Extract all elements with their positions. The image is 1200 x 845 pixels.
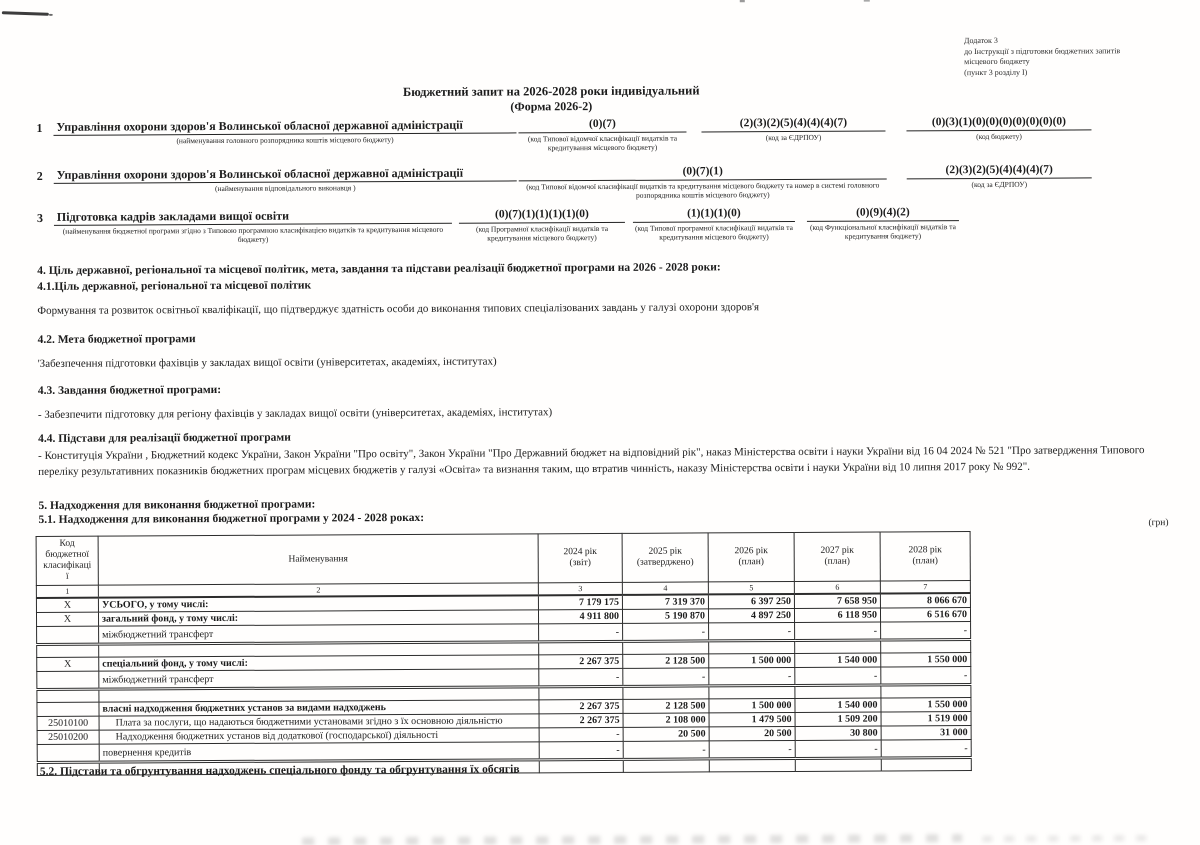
cell-value: - — [795, 740, 881, 758]
cell-name: загальний фонд, у тому числі: — [98, 610, 538, 626]
section-4-1-heading: 4.1.Ціль державної, регіональної та місцевої політик — [37, 279, 312, 293]
cell-value: 2 267 375 — [539, 699, 623, 713]
form-title: Бюджетний запит на 2026-2028 роки індивідуальний — [402, 83, 700, 100]
scan-smudge-artifact — [302, 834, 962, 845]
form-title-block — [251, 83, 851, 115]
cell-code: X — [36, 598, 98, 613]
code-field — [807, 206, 959, 241]
cell-code — [37, 671, 99, 689]
code-field — [518, 118, 686, 153]
section-4-1-body: Формування та розвиток освітньої кваліфікації, що підтверджує здатність особи до виконання типових спеціалізованих завдань у галузі охорони здоров'я — [37, 301, 760, 317]
col-header-name: Найменування — [98, 534, 538, 585]
cell-value — [709, 685, 795, 698]
responsible-executor-field — [54, 166, 517, 193]
cell-value: 31 000 — [881, 726, 971, 740]
form-line-2 — [0, 163, 1199, 209]
column-number: 5 — [708, 581, 794, 594]
col-header-2027: 2027 рік (план) — [794, 532, 880, 581]
cell-value — [795, 758, 881, 771]
form-line-1 — [0, 115, 1199, 165]
section-4-4-body: - Конституція України , Бюджетний кодекс України, Закон України "Про освіту", Закон України "Про Державний бюджет на відповідний рік", наказ Міністерства освіти і науки України від 16 04 2024 № 521 "Про затвердження Типового переліку результативних показників бюджетних програм місцевих бюджетів у галузі «Освіта» та визнання таким, що втратив чинність, наказу Міністерства освіти і науки України від 10 липня 2017 року № 992". — [38, 444, 1145, 478]
cell-value: - — [539, 623, 623, 641]
scan-speck-artifact — [740, 0, 745, 2]
cell-value — [795, 685, 881, 698]
code-caption: (код Функціональної класифікації видатків та кредитування бюджету) — [809, 222, 957, 241]
cell-value: 6 516 670 — [880, 608, 970, 622]
cell-value — [539, 641, 623, 654]
annex-line: Додаток 3 — [963, 35, 998, 46]
cell-value: 20 500 — [709, 726, 795, 740]
cell-name: спеціальний фонд, у тому числі: — [99, 655, 539, 671]
cell-name: Плата за послуги, що надаються бюджетними установами згідно з їх основною діяльністю — [99, 714, 539, 730]
cell-value: - — [709, 667, 795, 685]
cell-code: 25010200 — [37, 730, 99, 744]
cell-value — [881, 758, 971, 771]
cell-value: - — [709, 622, 795, 640]
cell-value: - — [539, 668, 623, 686]
code-field — [633, 207, 795, 242]
cell-value: - — [795, 667, 881, 685]
annex-line: місцевого бюджету — [964, 56, 1030, 67]
cell-value: 1 519 000 — [881, 712, 971, 726]
cell-value: - — [539, 741, 623, 759]
code-value: (0)(7)(1)(1)(1)(1)(0) — [459, 208, 625, 224]
cell-name: власні надходження бюджетних установ за видами надходжень — [99, 700, 539, 716]
code-caption: (код за ЄДРПОУ) — [971, 179, 1028, 190]
section-4-3-body: - Забезпечити підготовку для регіону фахівців у закладах вищої освіти (університетах, академіях, інститутах) — [37, 406, 553, 421]
cell-value — [881, 640, 971, 653]
chief-administrator-field — [53, 118, 516, 145]
cell-value: 1 540 000 — [795, 698, 881, 712]
form-subtitle: (Форма 2026-2) — [510, 99, 593, 114]
cell-value: 2 128 500 — [623, 699, 709, 713]
cell-value: 6 118 950 — [794, 608, 880, 622]
cell-value — [623, 641, 709, 654]
cell-value: 1 550 000 — [881, 653, 971, 667]
cell-value — [623, 686, 709, 699]
cell-code — [37, 644, 99, 657]
code-value: (0)(7) — [518, 118, 686, 134]
cell-value: - — [709, 740, 795, 758]
cell-value: 20 500 — [623, 727, 709, 741]
cell-value: 1 500 000 — [709, 653, 795, 667]
chief-administrator-name: Управління охорони здоров'я Волинської обласної державної адміністрації — [53, 118, 516, 135]
code-field — [907, 163, 1092, 189]
cell-value — [709, 758, 795, 771]
col-header-2028: 2028 рік (план) — [880, 532, 970, 581]
code-field — [459, 208, 625, 243]
line-number: 3 — [36, 210, 43, 225]
section-4-4-heading: 4.4. Підстави для реалізації бюджетної програми — [38, 431, 291, 445]
cell-value: 1 500 000 — [709, 698, 795, 712]
cell-value: 30 800 — [795, 726, 881, 740]
scan-speck-artifact — [864, 0, 870, 2]
cell-value: 7 179 175 — [538, 595, 622, 610]
col-header-2026: 2026 рік (план) — [708, 532, 794, 581]
cell-value: - — [623, 623, 709, 641]
field-caption: (найменування головного розпорядника коштів місцевого бюджету) — [176, 135, 394, 146]
cell-value: 2 108 000 — [623, 713, 709, 727]
cell-value: 8 066 670 — [880, 593, 970, 608]
cell-value: - — [623, 741, 709, 759]
code-caption: (код Типової програмної класифікації видатків та кредитування місцевого бюджету) — [634, 222, 794, 242]
revenues-table-body — [36, 593, 971, 775]
code-caption: (код бюджету) — [976, 131, 1022, 142]
code-caption: (код за ЄДРПОУ) — [765, 132, 822, 143]
table-unit-note: (грн) — [1148, 518, 1169, 529]
cell-value: 6 397 250 — [708, 594, 794, 609]
cell-name: міжбюджетний трансферт — [99, 624, 539, 644]
table-header-row — [36, 532, 970, 586]
cell-value: 7 658 950 — [794, 594, 880, 609]
cell-value: 2 267 375 — [539, 713, 623, 727]
cell-value: - — [881, 622, 971, 640]
column-number: 2 — [98, 583, 538, 598]
cell-name: повернення кредитів — [99, 742, 539, 762]
code-caption: (код Типової відомчої класифікації видатків та кредитування місцевого бюджету та номер в системі головного розпорядника коштів місцевого бюджету) — [526, 180, 880, 200]
cell-value: 2 128 500 — [623, 654, 709, 668]
cell-code — [37, 626, 99, 644]
section-5-1-heading: 5.1. Надходження для виконання бюджетної програми у 2024 - 2028 роках: — [38, 511, 425, 526]
cell-code: 25010100 — [37, 716, 99, 730]
cell-value: - — [881, 667, 971, 685]
cell-name: міжбюджетний трансферт — [99, 669, 539, 689]
cell-value: - — [623, 668, 709, 686]
cell-value: - — [795, 622, 881, 640]
code-value: (0)(3)(1)(0)(0)(0)(0)(0)(0)(0) — [906, 115, 1091, 131]
cell-code — [37, 689, 99, 702]
column-number: 3 — [538, 582, 622, 595]
form-line-3 — [0, 205, 1199, 259]
cell-value — [881, 685, 971, 698]
code-value: (2)(3)(2)(5)(4)(4)(4)(7) — [907, 163, 1092, 179]
code-caption: (код Типової відомчої класифікації видатків та кредитування місцевого бюджету) — [527, 133, 678, 153]
cell-code: X — [37, 657, 99, 671]
code-value: (0)(9)(4)(2) — [807, 206, 959, 222]
col-header-2024: 2024 рік (звіт) — [538, 533, 622, 582]
code-caption: (код Програмної класифікації видатків та кредитування місцевого бюджету) — [475, 223, 609, 243]
cell-code — [37, 702, 99, 716]
cell-value: 5 190 870 — [622, 609, 708, 623]
responsible-executor-name: Управління охорони здоров'я Волинської обласної державної адміністрації — [54, 166, 517, 183]
section-5-heading: 5. Надходження для виконання бюджетної програми: — [38, 498, 316, 512]
col-header-2025: 2025 рік (затверджено) — [622, 533, 708, 582]
cell-value: 4 897 250 — [708, 608, 794, 622]
cell-name: Надходження бюджетних установ від додаткової (господарської) діяльності — [99, 728, 539, 744]
cell-value: 1 540 000 — [795, 653, 881, 667]
code-field — [701, 117, 885, 143]
cell-value — [795, 640, 881, 653]
column-number: 7 — [880, 581, 970, 594]
cell-value: 4 911 800 — [538, 609, 622, 623]
cell-code: X — [36, 612, 98, 626]
column-number: 6 — [794, 581, 880, 594]
cell-value: - — [539, 727, 623, 741]
cell-value — [539, 686, 623, 699]
code-value: (1)(1)(1)(0) — [633, 207, 795, 223]
line-number: 1 — [36, 120, 43, 135]
cell-value: 1 479 500 — [709, 712, 795, 726]
field-caption: (найменування бюджетної програми згідно з Типовою програмною класифікацією видатків та кредитування місцевого бюджету) — [62, 224, 444, 244]
revenues-table — [36, 531, 972, 776]
cell-name: УСЬОГО, у тому числі: — [98, 595, 538, 612]
cell-value — [709, 640, 795, 653]
cell-value — [539, 759, 623, 772]
code-value: (2)(3)(2)(5)(4)(4)(4)(7) — [701, 117, 885, 133]
code-value: (0)(7)(1) — [519, 164, 887, 181]
cell-value: 1 550 000 — [881, 698, 971, 712]
cell-value — [623, 759, 709, 772]
column-number: 1 — [36, 585, 98, 598]
annex-line: (пункт 3 розділу І) — [964, 67, 1028, 77]
annex-note — [964, 35, 1164, 78]
section-4-3-heading: 4.3. Завдання бюджетної програми: — [37, 383, 222, 397]
cell-value: 7 319 370 — [622, 594, 708, 609]
field-caption: (найменування відповідального виконавця ) — [214, 183, 356, 194]
section-4-2-body: 'Забезпечення підготовки фахівців у закладах вищої освіти (університетах, академіях, інститутах) — [37, 355, 497, 370]
column-number: 4 — [622, 582, 708, 595]
annex-line: до Інструкції з підготовки бюджетних запитів — [964, 45, 1121, 56]
cell-value: 2 267 375 — [539, 654, 623, 668]
scan-smudge-artifact — [982, 835, 1152, 842]
cell-value: - — [881, 740, 971, 758]
line-number: 2 — [36, 168, 43, 183]
col-header-code: Код бюджетної класифікаці ї — [36, 536, 98, 585]
cell-code — [37, 744, 99, 762]
budget-program-name: Підготовка кадрів закладами вищої освіти — [54, 209, 452, 226]
pen-mark-artifact — [2, 11, 49, 16]
cell-value: 1 509 200 — [795, 712, 881, 726]
budget-program-field — [54, 209, 452, 245]
section-4-2-heading: 4.2. Мета бюджетної програми — [37, 333, 196, 346]
section-5-2-heading: 5.2. Підстави та обгрунтування надходжень спеціального фонду та обгрунтування їх обсягів — [39, 763, 520, 778]
code-field — [519, 164, 887, 200]
code-field — [906, 115, 1091, 141]
section-4-heading: 4. Ціль державної, регіональної та місцевої політик, мета, завдання та підстави реалізації бюджетної програми на 2026 - 2028 роки: — [37, 261, 721, 277]
